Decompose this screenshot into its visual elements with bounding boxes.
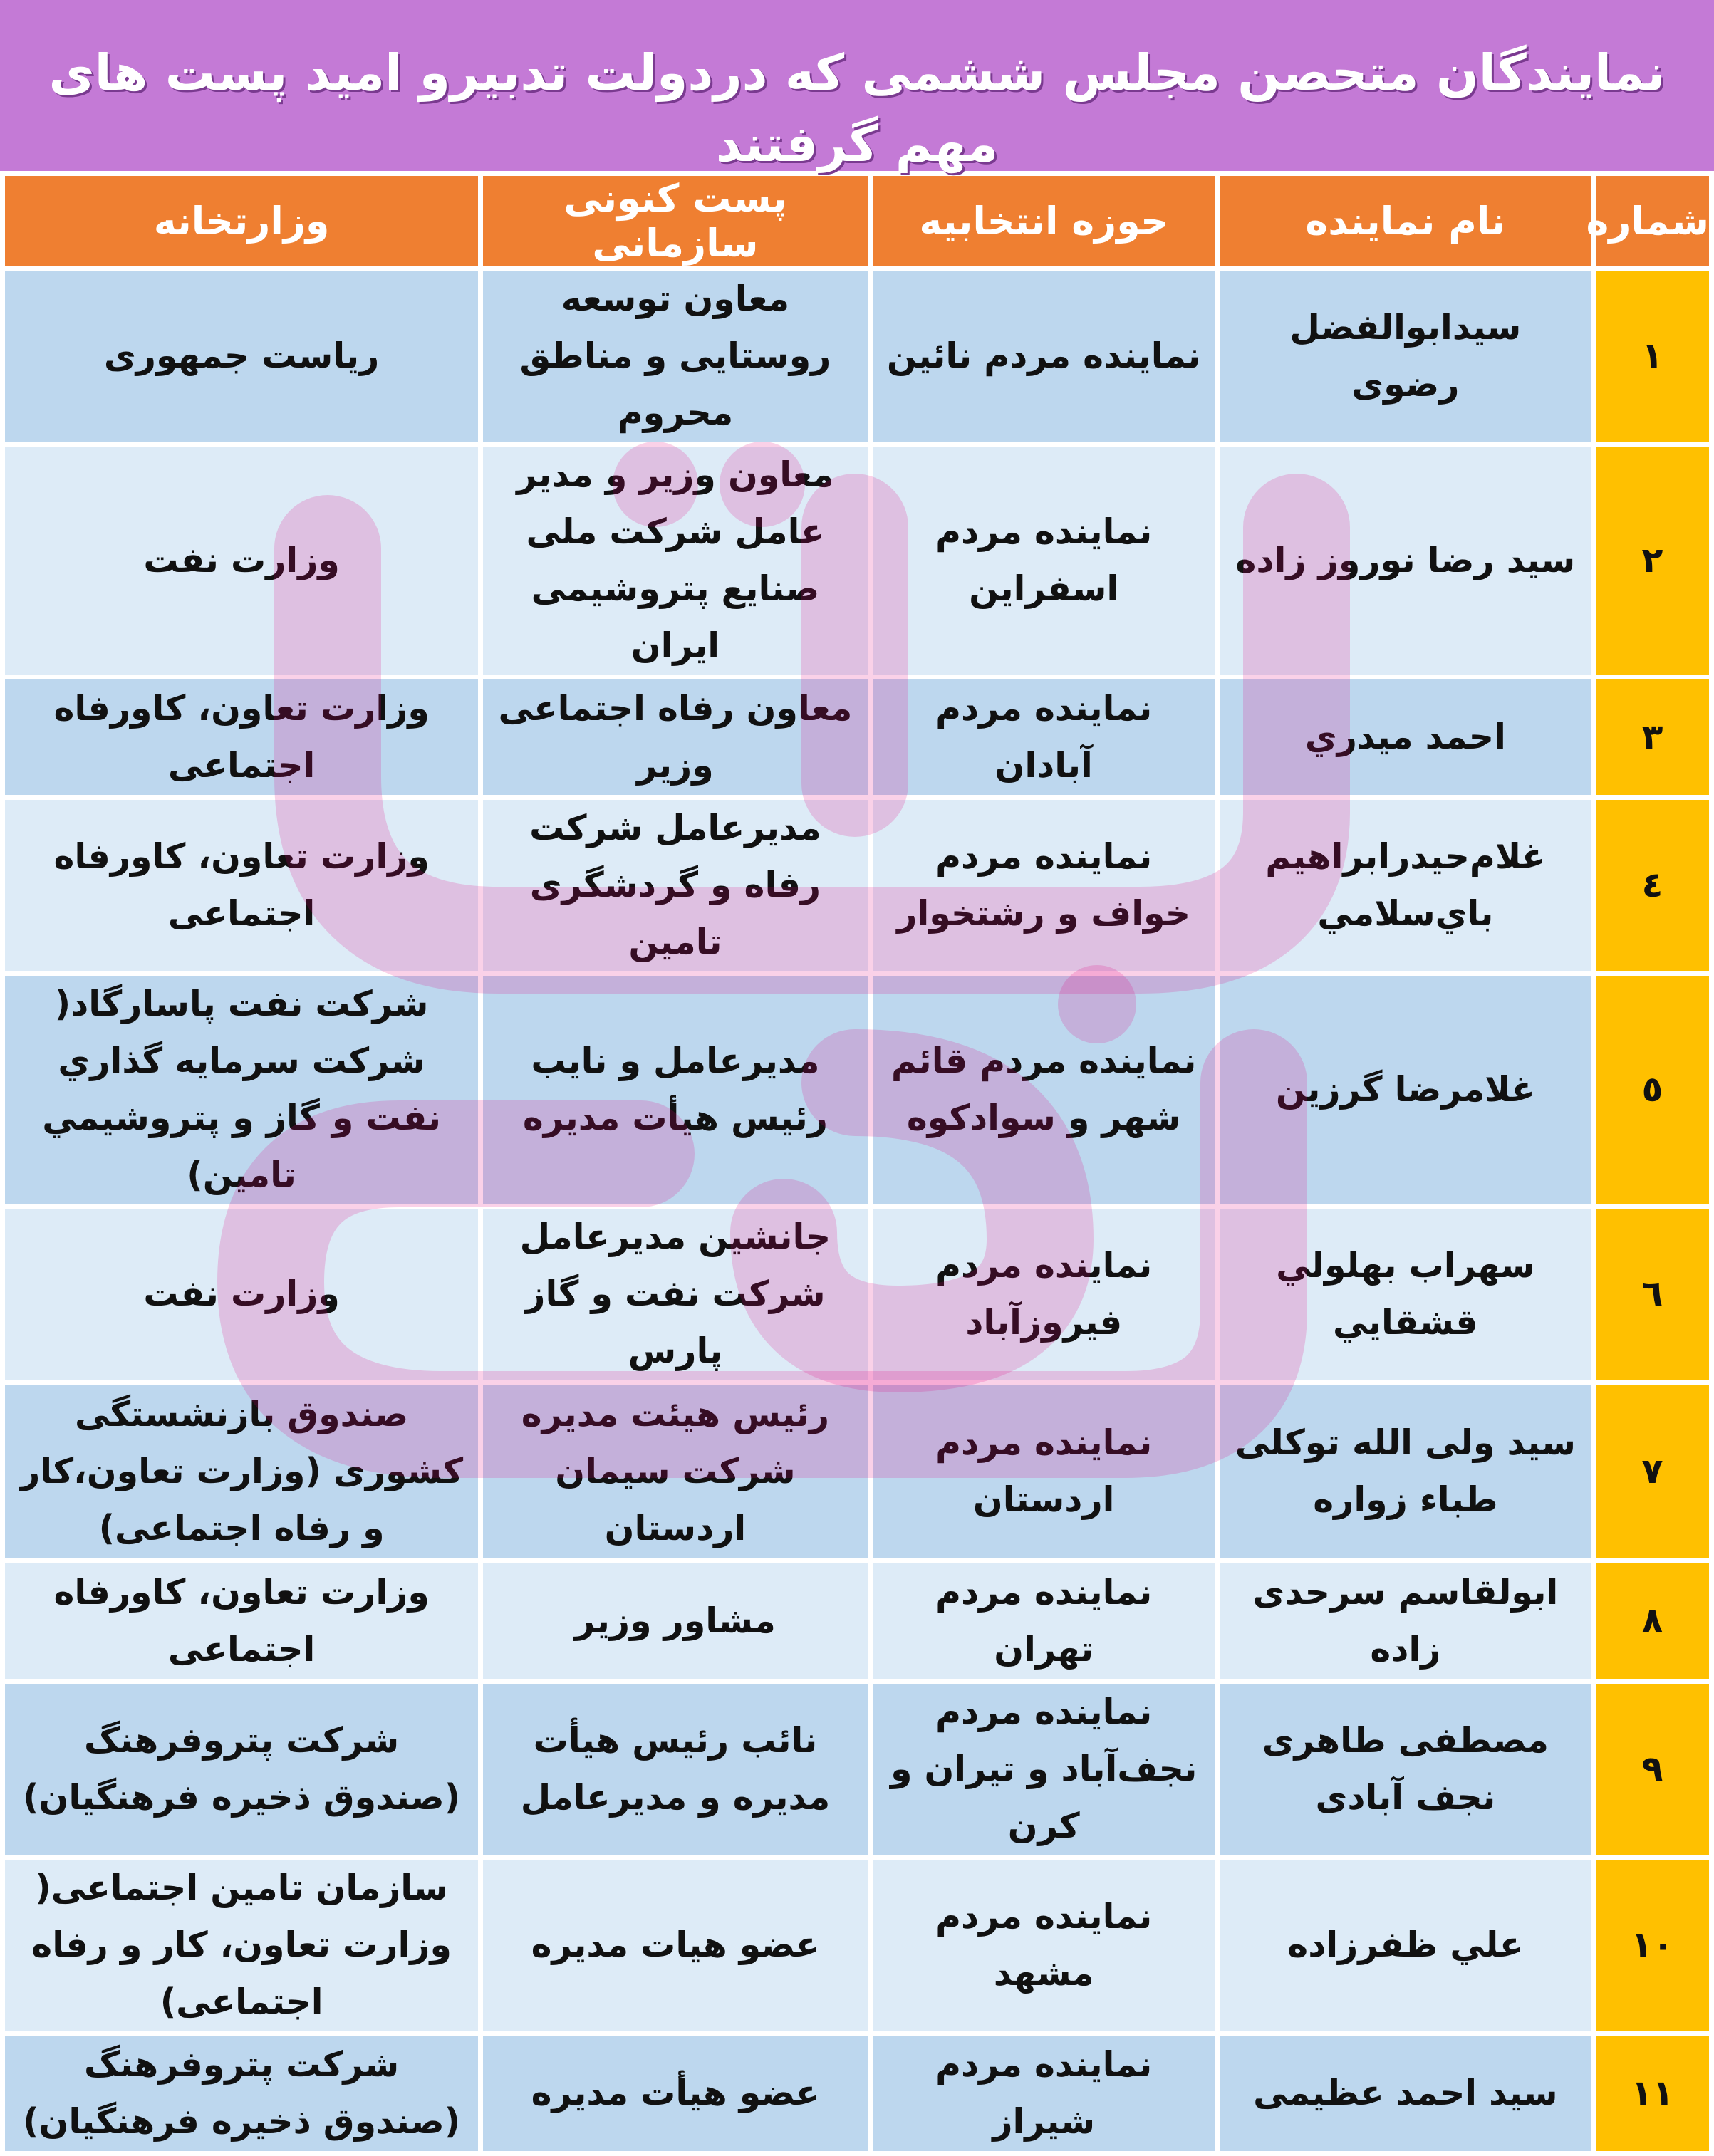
ministry: وزارت نفت (5, 447, 478, 675)
electoral-district: نماینده مردم خواف و رشتخوار (873, 800, 1215, 971)
electoral-district: نماینده مردم آبادان (873, 679, 1215, 795)
electoral-district: نماینده مردم اردستان (873, 1385, 1215, 1558)
current-post: عضو هیأت مدیره (483, 2036, 867, 2151)
row-number: ٤ (1596, 800, 1709, 971)
row-number: ۲ (1596, 447, 1709, 675)
representatives-table (0, 171, 1714, 2156)
ministry: شرکت پتروفرهنگ (صندوق ذخیره فرهنگیان) (5, 2036, 478, 2151)
electoral-district: نماینده مردم قائم شهر و سوادکوه (873, 976, 1215, 1204)
ministry: وزارت تعاون، کاورفاه اجتماعی (5, 679, 478, 795)
electoral-district: نماینده مردم اسفراین (873, 447, 1215, 675)
electoral-district: نماینده مردم فیروزآباد (873, 1209, 1215, 1380)
table-row (5, 2036, 1709, 2151)
electoral-district: نماینده مردم مشهد (873, 1860, 1215, 2031)
table-row (5, 1684, 1709, 1855)
current-post: مدیرعامل و نایب رئیس هیأت مدیره (483, 976, 867, 1204)
representative-name: ابولقاسم سرحدی زاده (1220, 1563, 1591, 1679)
page-title: نمایندگان متحصن مجلس ششمی که دردولت تدبیرو امید پست های مهم گرفتند (48, 43, 1666, 173)
header-ministry: وزارتخانه (5, 176, 478, 266)
row-number: ٦ (1596, 1209, 1709, 1380)
table-row (5, 271, 1709, 442)
row-number: ۱۱ (1596, 2036, 1709, 2151)
electoral-district: نماینده مردم نجف‌آباد و تیران و کرن (873, 1684, 1215, 1855)
representative-name: سیدابوالفضل رضوی (1220, 271, 1591, 442)
current-post: رئیس هیئت مدیره شرکت سیمان اردستان (483, 1385, 867, 1558)
header-number: شماره (1596, 176, 1709, 266)
ministry: وزارت تعاون، کاورفاه اجتماعی (5, 800, 478, 971)
representative-name: احمد ميدري (1220, 679, 1591, 795)
current-post: معاون رفاه اجتماعی وزیر (483, 679, 867, 795)
ministry: سازمان تامین اجتماعی( وزارت تعاون، کار و رفاه اجتماعی) (5, 1860, 478, 2031)
ministry: وزارت نفت (5, 1209, 478, 1380)
header-district: حوزه انتخابیه (873, 176, 1215, 266)
header-row (5, 176, 1709, 266)
row-number: ۹ (1596, 1684, 1709, 1855)
current-post: مدیرعامل شرکت رفاه و گردشگری تامین (483, 800, 867, 971)
electoral-district: نماینده مردم نائین (873, 271, 1215, 442)
ministry: شرکت نفت پاسارگاد( شرکت سرمايه گذاري نفت و گاز و پتروشيمي تامين) (5, 976, 478, 1204)
ministry: وزارت تعاون، کاورفاه اجتماعی (5, 1563, 478, 1679)
representative-name: غلام‌حيدرابراهيم باي‌سلامي (1220, 800, 1591, 971)
row-number: ۳ (1596, 679, 1709, 795)
row-number: ٥ (1596, 976, 1709, 1204)
representative-name: سید احمد عظیمی (1220, 2036, 1591, 2151)
table-row (5, 976, 1709, 1204)
table-row (5, 1860, 1709, 2031)
current-post: عضو هیات مدیره (483, 1860, 867, 2031)
representative-name: سید ولی الله توکلی طباء زواره (1220, 1385, 1591, 1558)
current-post: نائب رئیس هیأت مدیره و مدیرعامل (483, 1684, 867, 1855)
representative-name: غلامرضا گرزین (1220, 976, 1591, 1204)
table-row (5, 1563, 1709, 1679)
row-number: ۷ (1596, 1385, 1709, 1558)
representative-name: مصطفی طاهری نجف آبادی (1220, 1684, 1591, 1855)
ministry: ریاست جمهوری (5, 271, 478, 442)
table-row (5, 1385, 1709, 1558)
ministry: صندوق بازنشستگی کشوری (وزارت تعاون،کار و رفاه اجتماعی) (5, 1385, 478, 1558)
row-number: ۱۰ (1596, 1860, 1709, 2031)
electoral-district: نماینده مردم شیراز (873, 2036, 1215, 2151)
table-row (5, 1209, 1709, 1380)
table-row (5, 800, 1709, 971)
row-number: ۸ (1596, 1563, 1709, 1679)
current-post: معاون توسعه روستایی و مناطق محروم (483, 271, 867, 442)
row-number: ۱ (1596, 271, 1709, 442)
representative-name: سهراب بهلولي قشقايي (1220, 1209, 1591, 1380)
ministry: شرکت پتروفرهنگ (صندوق ذخیره فرهنگیان) (5, 1684, 478, 1855)
header-name: نام نماینده (1220, 176, 1591, 266)
current-post: جانشین مدیرعامل شرکت نفت و گاز پارس (483, 1209, 867, 1380)
representative-name: علي ظفرزاده (1220, 1860, 1591, 2031)
current-post: معاون وزیر و مدیر عامل شرکت ملی صنایع پتروشیمی ایران (483, 447, 867, 675)
header-post: پست کنونی سازمانی (483, 176, 867, 266)
table-row (5, 679, 1709, 795)
table-row (5, 447, 1709, 675)
representative-name: سید رضا نوروز زاده (1220, 447, 1591, 675)
current-post: مشاور وزیر (483, 1563, 867, 1679)
electoral-district: نماینده مردم تهران (873, 1563, 1215, 1679)
title-bar (0, 0, 1714, 171)
